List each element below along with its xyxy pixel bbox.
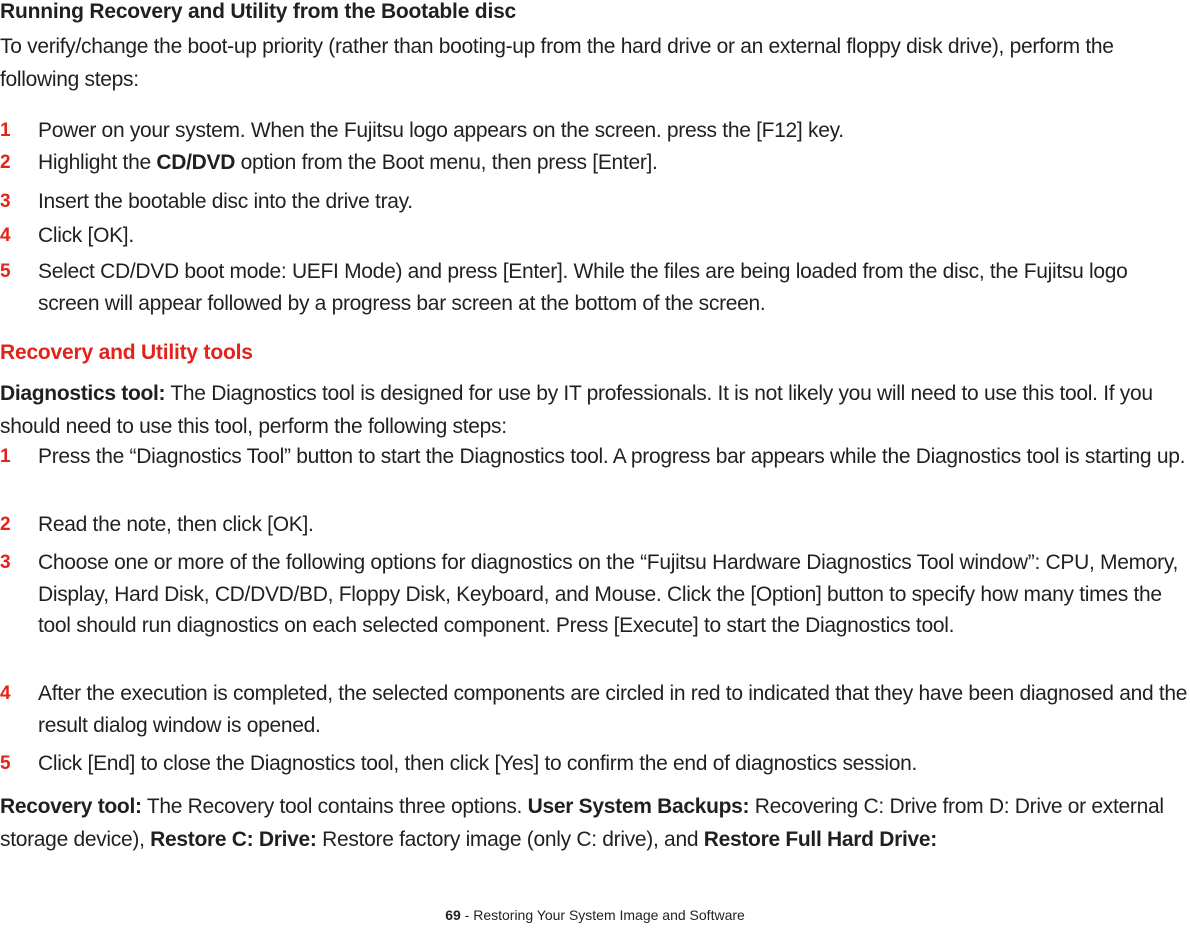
diag-step — [0, 441, 1190, 473]
step-number: 4 — [0, 683, 11, 704]
step-text: Insert the bootable disc into the drive tray. — [38, 190, 413, 213]
page-number: 69 — [445, 907, 461, 923]
step-number: 1 — [0, 446, 11, 467]
diag-step — [0, 748, 1190, 780]
step-number: 5 — [0, 753, 11, 774]
step-text: Highlight the CD/DVD option from the Boot menu, then press [Enter]. — [38, 151, 658, 174]
boot-step — [0, 115, 1190, 147]
subheading: Recovery and Utility tools — [0, 341, 253, 364]
step-number: 1 — [0, 120, 11, 141]
step-number: 2 — [0, 514, 11, 535]
step-number: 3 — [0, 552, 11, 573]
diag-step — [0, 547, 1190, 642]
footer-text: - Restoring Your System Image and Software — [460, 907, 745, 923]
diagnostics-paragraph: Diagnostics tool: The Diagnostics tool is designed for use by IT professionals. It is not likely you will need to use this tool. If you should need to use this tool, perform the following steps: — [0, 382, 1153, 438]
page-footer — [0, 907, 1190, 923]
recovery-label: Recovery tool: — [0, 795, 142, 818]
step-text: Select CD/DVD boot mode: UEFI Mode) and press [Enter]. While the files are being loaded from the disc, the Fujitsu logo screen will appear followed by a progress bar screen at the bottom of the screen. — [38, 260, 1128, 315]
step-text: Press the “Diagnostics Tool” button to start the Diagnostics tool. A progress bar appears while the Diagnostics tool is starting up. — [38, 445, 1186, 468]
step-number: 5 — [0, 261, 11, 282]
step-text: Choose one or more of the following options for diagnostics on the “Fujitsu Hardware Diagnostics Tool window”: CPU, Memory, Display, Hard Disk, CD/DVD/BD, Floppy Disk, Keyboard, and Mouse. Click the [Option] button to specify how many times the tool should run diagnostics on each selected component. Press [Execute] to start the Diagnostics tool. — [38, 551, 1179, 637]
boot-step — [0, 256, 1190, 319]
boot-step — [0, 147, 1190, 179]
option-name: CD/DVD — [156, 151, 236, 174]
step-text: Click [OK]. — [38, 224, 134, 247]
step-number: 3 — [0, 191, 11, 212]
boot-step — [0, 186, 1190, 218]
boot-step — [0, 220, 1190, 252]
step-text: Read the note, then click [OK]. — [38, 513, 314, 536]
diag-step — [0, 678, 1190, 741]
step-text: Power on your system. When the Fujitsu logo appears on the screen. press the [F12] key. — [38, 119, 844, 142]
step-number: 2 — [0, 152, 11, 173]
intro-paragraph: To verify/change the boot-up priority (rather than booting-up from the hard drive or an external floppy disk drive), perform the following steps: — [0, 35, 1114, 91]
step-text: After the execution is completed, the selected components are circled in red to indicated that they have been diagnosed and the result dialog window is opened. — [38, 682, 1188, 737]
recovery-paragraph: Recovery tool: The Recovery tool contains three options. User System Backups: Recovering C: Drive from D: Drive or external storage device), Restore C: Drive: Restore factory image (only C: drive), and Restore Full Hard Drive: — [0, 795, 1164, 851]
section-title: Running Recovery and Utility from the Bootable disc — [0, 0, 517, 23]
step-text: Click [End] to close the Diagnostics tool, then click [Yes] to confirm the end of diagnostics session. — [38, 752, 918, 775]
step-number: 4 — [0, 225, 11, 246]
diag-step — [0, 509, 1190, 541]
diagnostics-label: Diagnostics tool: — [0, 382, 166, 405]
